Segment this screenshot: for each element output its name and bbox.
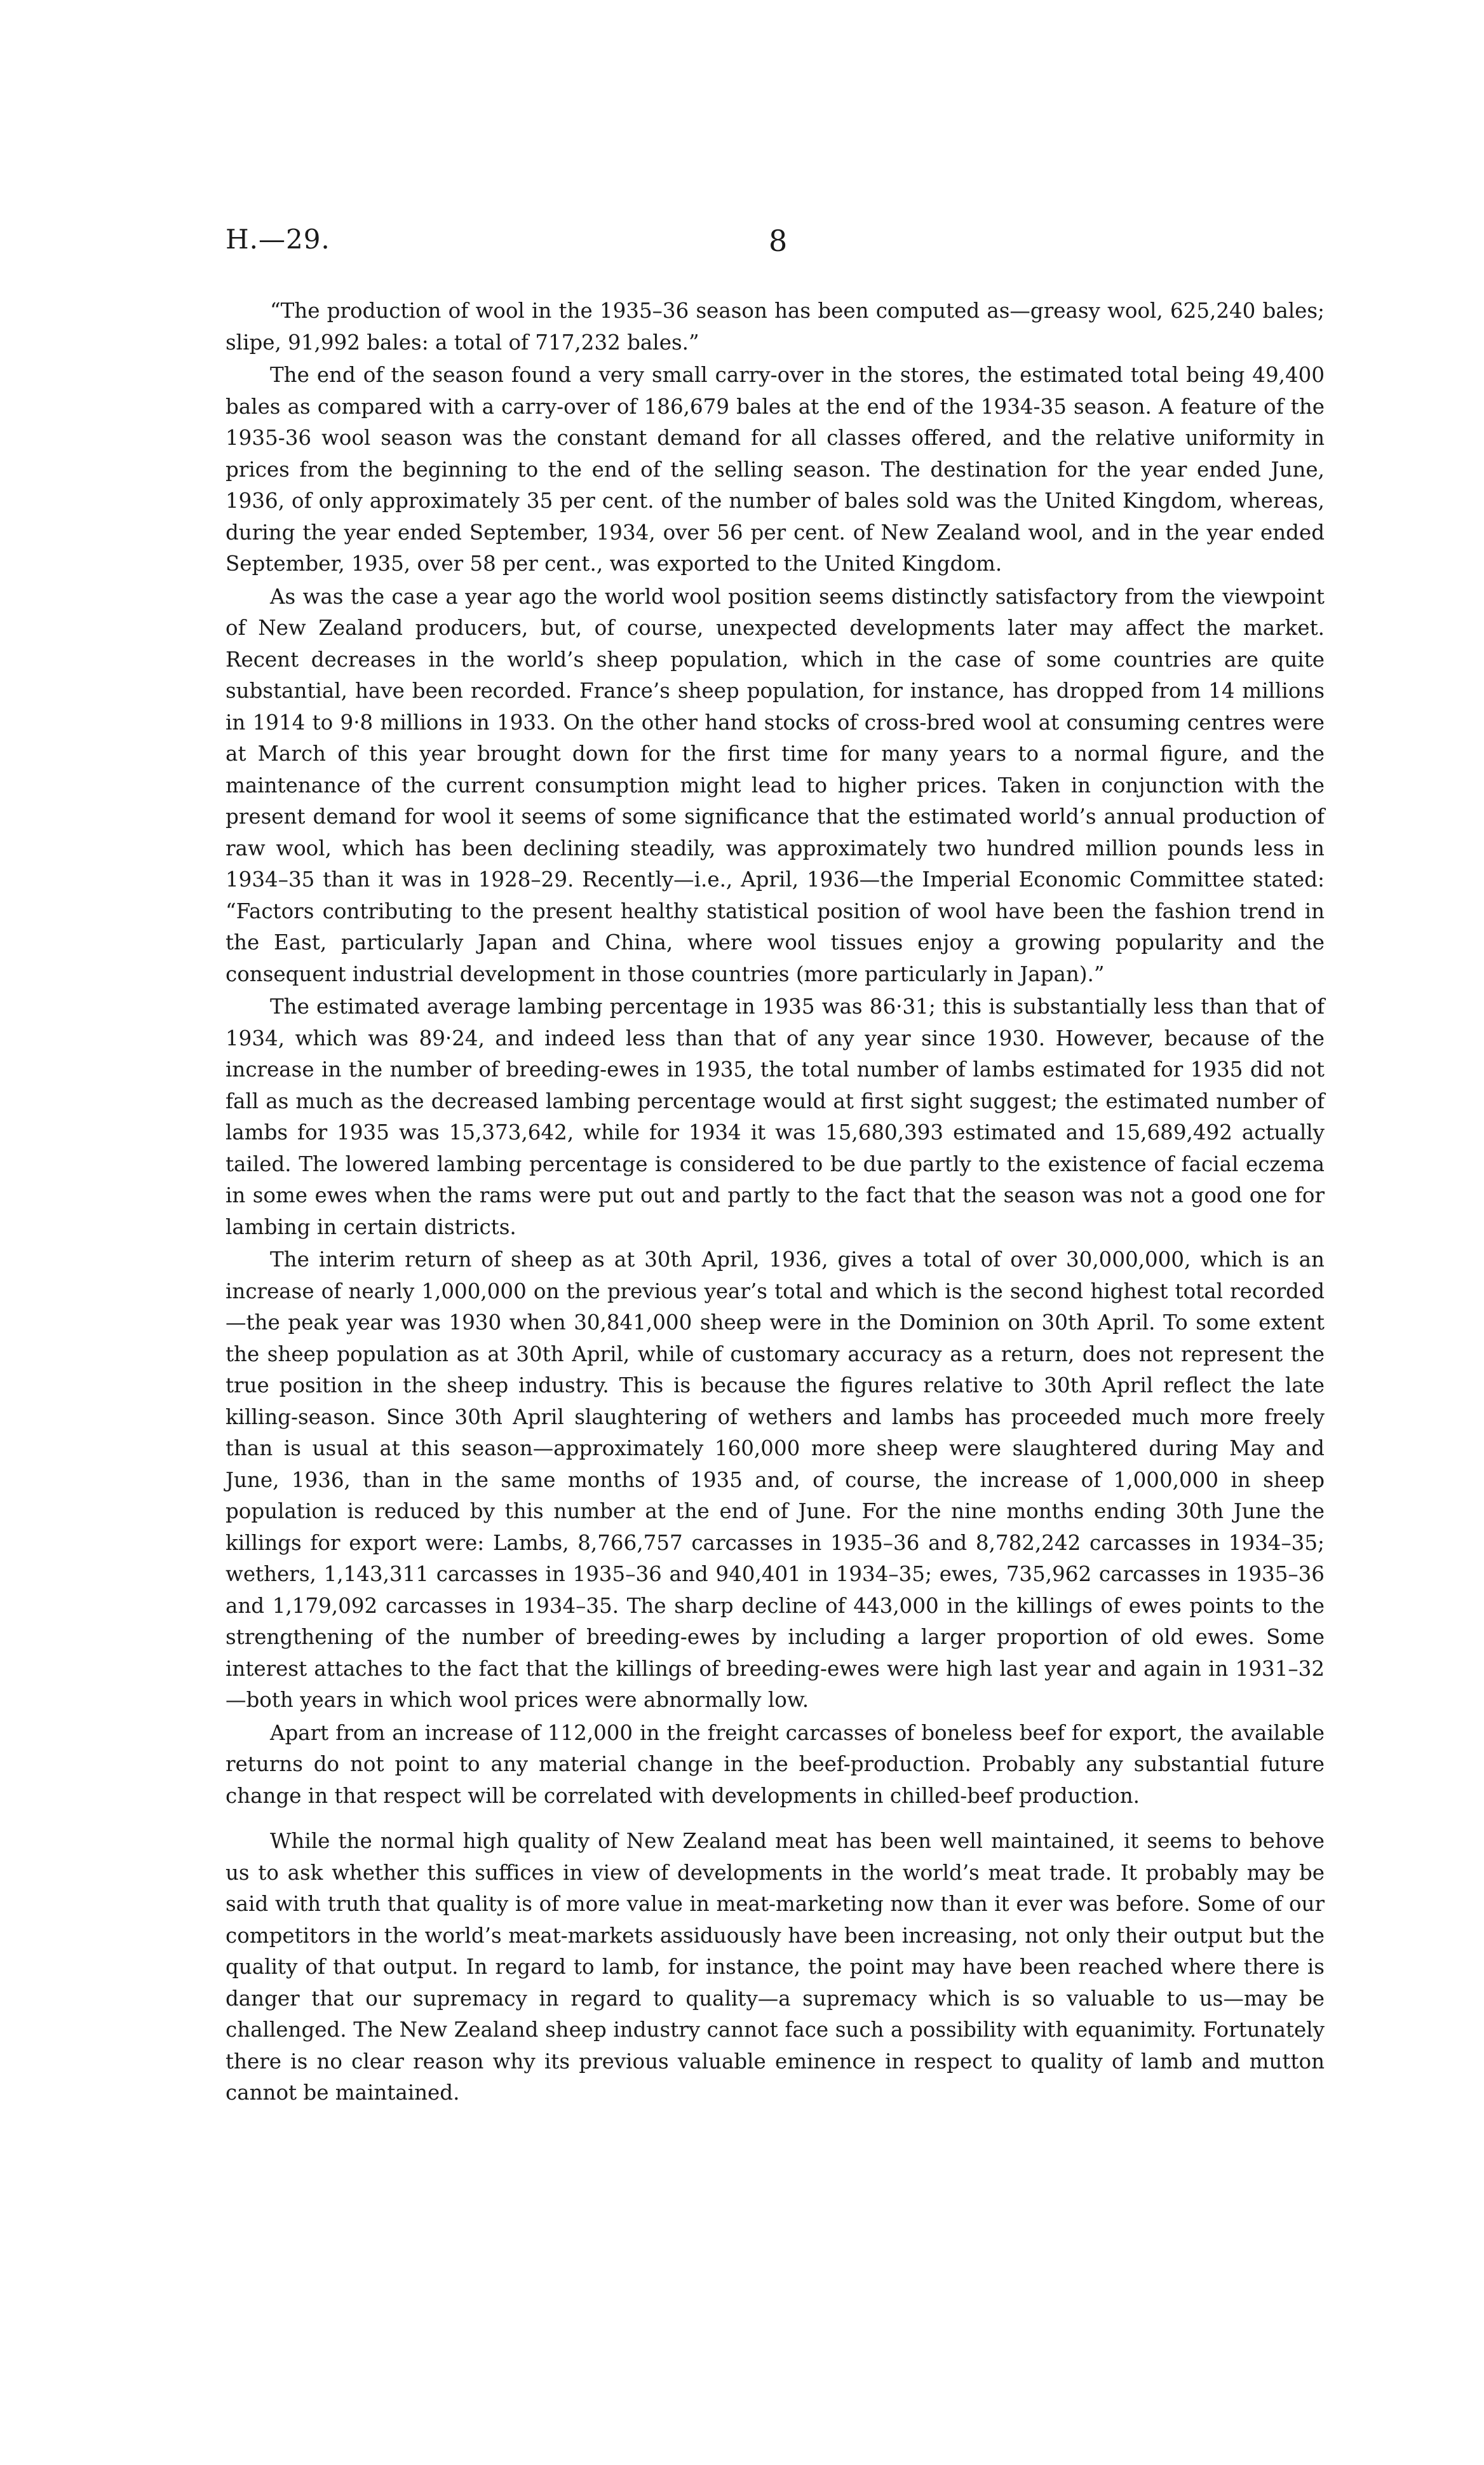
paragraph-meat-quality: While the normal high quality of New Zealand meat has been well maintained, it seems to behove us to ask whether this suffices in view of developments in the world’s meat trade. It probably may be said with truth that quality is of more value in meat-marketing now than it ever was before. Some of our competitors in the world’s meat-markets assiduously have been increasing, not only their output but the quality of that output. In regard to lamb, for instance, the point may have been reached where there is danger that our supremacy in regard to quality—a supremacy which is so valuable to us—may be challenged. The New Zealand sheep industry cannot face such a possibility with equanimity. Fortunately there is no clear reason why its previous valuable eminence in respect to quality of lamb and mutton cannot be maintained.: [226, 1829, 1325, 2105]
paragraph-wool-production-quote: “The production of wool in the 1935–36 season has been computed as—greasy wool, 625,240 bales; slipe, 91,992 bales: a total of 717,232 bales.”: [226, 299, 1325, 355]
document-reference: H.—29.: [226, 224, 330, 255]
body-text: [226, 295, 1325, 2110]
paragraph-carry-over: The end of the season found a very small carry-over in the stores, the estimated total being 49,400 bales as compared with a carry-over of 186,679 bales at the end of the 1934-35 season. A feature of the 1935-36 wool season was the constant demand for all classes offered, and the relative uniformity in prices from the beginning to the end of the selling season. The destination for the year ended June, 1936, of only approximately 35 per cent. of the number of bales sold was the United Kingdom, whereas, during the year ended September, 1934, over 56 per cent. of New Zealand wool, and in the year ended September, 1935, over 58 per cent., was exported to the United Kingdom.: [226, 363, 1325, 576]
paragraph-world-wool-position: As was the case a year ago the world wool position seems distinctly satisfactory from the viewpoint of New Zealand producers, but, of course, unexpected developments later may affect the market. Recent decreases in the world’s sheep population, which in the case of some countries are quite substantial, have been recorded. France’s sheep population, for instance, has dropped from 14 millions in 1914 to 9·8 millions in 1933. On the other hand stocks of cross-bred wool at consuming centres were at March of this year brought down for the first time for many years to a normal figure, and the maintenance of the current consumption might lead to higher prices. Taken in conjunction with the present demand for wool it seems of some significance that the estimated world’s annual production of raw wool, which has been declining steadily, was approximately two hundred million pounds less in 1934–35 than it was in 1928–29. Recently—i.e., April, 1936—the Imperial Economic Committee stated: “Factors contributing to the present healthy statistical position of wool have been the fashion trend in the East, particularly Japan and China, where wool tissues enjoy a growing popularity and the consequent industrial development in those countries (more particularly in Japan).”: [226, 584, 1325, 986]
paragraph-beef-production: Apart from an increase of 112,000 in the freight carcasses of boneless beef for export, the available returns do not point to any material change in the beef-production. Probably any substantial future change in that respect will be correlated with developments in chilled-beef production.: [226, 1720, 1325, 1808]
paragraph-gap: [226, 1813, 1325, 1826]
paragraph-lambing-percentage: The estimated average lambing percentage in 1935 was 86·31; this is substantially less than that of 1934, which was 89·24, and indeed less than that of any year since 1930. However, because of the increase in the number of breeding-ewes in 1935, the total number of lambs estimated for 1935 did not fall as much as the decreased lambing percentage would at first sight suggest; the estimated number of lambs for 1935 was 15,373,642, while for 1934 it was 15,680,393 estimated and 15,689,492 actually tailed. The lowered lambing percentage is considered to be due partly to the existence of facial eczema in some ewes when the rams were put out and partly to the fact that the season was not a good one for lambing in certain districts.: [226, 995, 1325, 1239]
paragraph-interim-sheep-return: The interim return of sheep as at 30th April, 1936, gives a total of over 30,000,000, which is an increase of nearly 1,000,000 on the previous year’s total and which is the second highest total recorded—the peak year was 1930 when 30,841,000 sheep were in the Dominion on 30th April. To some extent the sheep population as at 30th April, while of customary accuracy as a return, does not represent the true position in the sheep industry. This is because the figures relative to 30th April reflect the late killing-season. Since 30th April slaughtering of wethers and lambs has proceeded much more freely than is usual at this season—approximately 160,000 more sheep were slaughtered during May and June, 1936, than in the same months of 1935 and, of course, the increase of 1,000,000 in sheep population is reduced by this number at the end of June. For the nine months ending 30th June the killings for export were: Lambs, 8,766,757 carcasses in 1935–36 and 8,782,242 carcasses in 1934–35; wethers, 1,143,311 carcasses in 1935–36 and 940,401 in 1934–35; ewes, 735,962 carcasses in 1935–36 and 1,179,092 carcasses in 1934–35. The sharp decline of 443,000 in the killings of ewes points to the strengthening of the number of breeding-ewes by including a larger proportion of old ewes. Some interest attaches to the fact that the killings of breeding-ewes were high last year and again in 1931–32—both years in which wool prices were abnormally low.: [226, 1247, 1325, 1712]
page-number: 8: [769, 224, 788, 258]
